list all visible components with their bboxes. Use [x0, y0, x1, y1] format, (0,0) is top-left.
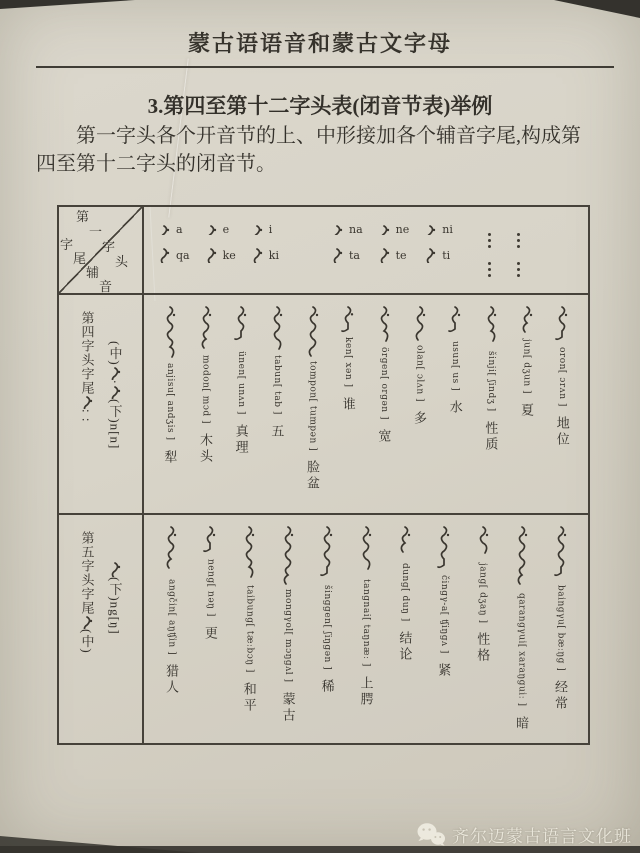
word-chinese-gloss: 夏	[519, 403, 535, 420]
word-romanization: ken[ xən ]	[343, 337, 354, 388]
word-romanization: angčin[ aŋʧin ]	[166, 579, 177, 656]
word-entry	[509, 305, 545, 507]
mongolian-script-word	[376, 224, 392, 235]
word-romanization: taibung[ tæːbɔŋ ]	[244, 585, 255, 673]
word-entry	[366, 305, 402, 507]
word-romanization: jun[ dʒun ]	[521, 339, 532, 395]
mongolian-script-word	[553, 525, 569, 581]
word-entry	[188, 305, 224, 507]
row-label-text: : :	[79, 409, 95, 423]
vertical-ellipsis-icon	[517, 262, 520, 265]
word-entry	[347, 525, 386, 737]
paragraph-line: 四至第十二字头的闭音节。	[36, 153, 276, 175]
mongolian-script-word	[483, 305, 499, 347]
word-romanization: tompon[ tumpən ]	[307, 361, 318, 452]
header-syllable-pair	[376, 223, 410, 263]
syllable-romanization: na	[348, 223, 363, 236]
watermark	[416, 822, 632, 847]
header-syllable	[249, 223, 273, 236]
mongolian-script-word	[203, 247, 219, 263]
word-romanization: neng[ nəŋ ]	[205, 559, 216, 617]
word-romanization: tangnai[ taŋnæː ]	[360, 579, 371, 667]
mongolian-script-word	[422, 247, 438, 263]
table-header-row	[144, 207, 588, 295]
word-chinese-gloss: 稀	[319, 679, 335, 696]
mongolian-script-word	[233, 305, 249, 347]
mongolian-script-word	[475, 525, 491, 559]
word-entry	[437, 305, 473, 507]
mongolian-script-word	[329, 224, 345, 235]
syllable-romanization: i	[268, 223, 273, 236]
word-chinese-gloss: 更	[202, 625, 218, 642]
row-label-text: 第五字头字尾	[79, 531, 95, 615]
mongolian-script-word	[162, 305, 178, 359]
header-syllable-pair	[203, 223, 236, 263]
mongolian-script-word	[107, 561, 123, 577]
word-romanization: örgen[ orgən ]	[378, 347, 389, 420]
mongolian-script-word	[202, 525, 218, 555]
word-romanization: olan[ ɔlʌn ]	[414, 345, 425, 403]
word-romanization: anjisu[ andʒis ]	[164, 363, 175, 441]
word-chinese-gloss: 地位	[554, 415, 570, 448]
mongolian-script-word	[280, 525, 296, 585]
word-entry	[544, 305, 580, 507]
mongolian-script-word	[203, 224, 219, 235]
header-syllable	[329, 247, 360, 263]
row-label-text: (下)ng[ŋ]	[107, 577, 123, 635]
mongolian-script-word	[249, 224, 265, 235]
word-romanization: ünen[ unʌn ]	[236, 351, 247, 415]
mongolian-script-word	[107, 366, 123, 380]
word-chinese-gloss: 犁	[162, 449, 178, 466]
word-chinese-gloss: 暗	[514, 715, 530, 732]
mongolian-script-word	[305, 305, 321, 357]
row-label-fourth-head	[59, 295, 144, 515]
mongolian-script-word	[163, 525, 179, 575]
mongolian-script-word	[329, 247, 345, 263]
photo-corner-shade	[554, 0, 640, 18]
page-title: 蒙古语语音和蒙古文字母	[187, 31, 452, 56]
word-chinese-gloss: 性质	[483, 420, 499, 453]
mongolian-script-word	[249, 247, 265, 263]
row-entries-fifth-head	[144, 515, 588, 743]
header-syllable	[422, 223, 453, 236]
vertical-ellipsis-icon	[488, 233, 491, 236]
corner-label-char: 音	[99, 279, 113, 294]
corner-label-char: 字	[60, 237, 74, 252]
syllable-romanization: ni	[442, 223, 453, 236]
syllable-romanization: qa	[176, 248, 190, 262]
watermark-text: 齐尔迈蒙古语言文化班	[452, 827, 632, 846]
header-syllable	[203, 247, 236, 263]
header-syllable	[376, 247, 407, 263]
row-label-text: 第四字头字尾	[79, 311, 95, 395]
mongolian-script-word	[519, 305, 535, 335]
word-romanization: šinji[ ʃindʒ ]	[485, 351, 496, 412]
syllable-romanization: ti	[442, 248, 451, 262]
row-label-line	[107, 341, 123, 449]
word-entry	[330, 305, 366, 507]
corner-label-char: 一	[89, 224, 103, 239]
word-entry	[308, 525, 347, 737]
word-entry	[259, 305, 295, 507]
header-syllable	[156, 223, 183, 236]
word-romanization: dung[ duŋ ]	[399, 563, 410, 622]
corner-label-char: 头	[115, 254, 129, 269]
syllable-romanization: e	[222, 223, 230, 236]
word-chinese-gloss: 多	[412, 411, 428, 428]
word-entry	[295, 305, 331, 507]
mongolian-script-word	[554, 305, 570, 343]
mongolian-script-word	[156, 247, 172, 263]
syllable-romanization: te	[395, 248, 407, 262]
word-chinese-gloss: 谁	[340, 396, 356, 413]
word-entry	[402, 305, 438, 507]
word-entry	[269, 525, 308, 737]
word-chinese-gloss: 水	[447, 400, 463, 417]
table-corner-cell	[59, 207, 144, 295]
mongolian-script-word	[412, 305, 428, 341]
word-romanization: baingγu[ bæːŋg ]	[555, 585, 566, 672]
row-label-text: (中)	[79, 629, 95, 654]
vertical-ellipsis-icon	[517, 233, 520, 236]
word-romanization: jang[ dʒaŋ ]	[477, 563, 488, 624]
section-heading: 3.第四至第十二字头表(闭音节表)举例	[147, 94, 493, 118]
row-label-text: (中)	[107, 341, 123, 366]
word-romanization: mongγol[ mɔŋgʌl ]	[283, 589, 294, 683]
corner-label-char: 辅	[86, 265, 100, 280]
word-entry	[424, 525, 463, 737]
row-entries-fourth-head	[144, 295, 588, 515]
header-ellipsis-column	[486, 231, 491, 278]
mongolian-script-word	[447, 305, 463, 337]
mongolian-script-word	[241, 525, 257, 581]
word-entry	[385, 525, 424, 737]
mongolian-script-word	[422, 224, 438, 235]
word-chinese-gloss: 经常	[553, 680, 569, 713]
closed-syllable-table	[57, 205, 590, 745]
row-label-fifth-head	[59, 515, 144, 743]
word-chinese-gloss: 宽	[376, 428, 392, 445]
syllable-romanization: ta	[348, 248, 360, 262]
mongolian-script-word	[376, 305, 392, 343]
mongolian-script-word	[436, 525, 452, 571]
mongolian-script-word	[269, 305, 285, 351]
corner-label-char: 尾	[73, 251, 87, 266]
word-entry	[541, 525, 580, 737]
word-chinese-gloss: 性格	[475, 632, 491, 665]
mongolian-script-word	[198, 305, 214, 351]
word-chinese-gloss: 和平	[241, 681, 257, 714]
word-chinese-gloss: 蒙古	[280, 691, 296, 724]
row-label-text: ·	[107, 379, 123, 386]
row-label-line	[79, 311, 95, 422]
photo-corner-shade	[0, 0, 135, 9]
mongolian-script-word	[340, 305, 356, 333]
header-ellipsis-column	[515, 231, 520, 278]
header-syllable	[156, 247, 190, 263]
word-entry	[463, 525, 502, 737]
word-entry	[502, 525, 541, 737]
syllable-romanization: ki	[268, 248, 279, 262]
syllable-romanization: a	[176, 223, 183, 236]
mongolian-script-word	[358, 525, 374, 575]
mongolian-script-word	[79, 395, 95, 409]
corner-label-char: 字	[102, 239, 116, 254]
syllable-romanization: ne	[395, 223, 410, 236]
photo-corner-shade	[0, 836, 200, 853]
wechat-icon	[416, 822, 446, 847]
header-syllable	[329, 223, 363, 236]
header-syllable-pair	[422, 223, 453, 263]
word-entry	[473, 305, 509, 507]
word-chinese-gloss: 上腭	[358, 675, 374, 708]
header-syllable-pair	[329, 223, 363, 263]
intro-paragraph	[36, 122, 612, 178]
word-chinese-gloss: 五	[269, 423, 285, 440]
row-label-line	[79, 531, 95, 654]
syllable-romanization: ke	[222, 248, 236, 262]
mongolian-script-word	[79, 615, 95, 629]
mongolian-script-word	[156, 224, 172, 235]
mongolian-script-word	[319, 525, 335, 581]
word-entry	[230, 525, 269, 737]
word-chinese-gloss: 猎人	[163, 664, 179, 697]
row-label-text: (下)n[n]	[107, 399, 123, 450]
word-romanization: tabun[ tab ]	[271, 355, 282, 415]
vertical-ellipsis-icon	[488, 262, 491, 265]
header-syllable	[422, 247, 450, 263]
word-entry	[191, 525, 230, 737]
paragraph-line: 第一字头各个开音节的上、中形接加各个辅音字尾,构成第	[76, 125, 581, 147]
word-chinese-gloss: 结论	[397, 630, 413, 663]
header-syllable	[376, 223, 410, 236]
word-romanization: modon[ mɔd ]	[200, 355, 211, 425]
header-syllable-pair	[249, 223, 279, 263]
word-chinese-gloss: 紧	[436, 662, 452, 679]
mongolian-script-word	[514, 525, 530, 589]
word-chinese-gloss: 木头	[198, 433, 213, 466]
word-entry	[152, 525, 191, 737]
word-romanization: šinggen[ ʃiŋgən ]	[322, 585, 333, 671]
word-chinese-gloss: 真理	[233, 423, 249, 456]
header-syllable-pair	[156, 223, 190, 263]
word-entry	[152, 305, 188, 507]
word-romanization: čingγ-a[ ʧiŋgʌ ]	[438, 575, 449, 654]
word-entry	[223, 305, 259, 507]
word-romanization: usun[ us ]	[450, 341, 461, 392]
corner-label-char: 第	[76, 209, 90, 224]
header-syllable	[249, 247, 279, 263]
word-chinese-gloss: 脸盆	[305, 460, 321, 493]
row-label-line	[107, 561, 123, 635]
mongolian-script-word	[397, 525, 413, 559]
mongolian-script-word	[107, 385, 123, 399]
word-romanization: oron[ ɔrʌn ]	[557, 347, 568, 407]
header-syllable	[203, 223, 230, 236]
mongolian-script-word	[376, 247, 392, 263]
word-romanization: qarangγui[ xaraŋguiː ]	[516, 593, 527, 707]
title-divider	[36, 66, 614, 68]
